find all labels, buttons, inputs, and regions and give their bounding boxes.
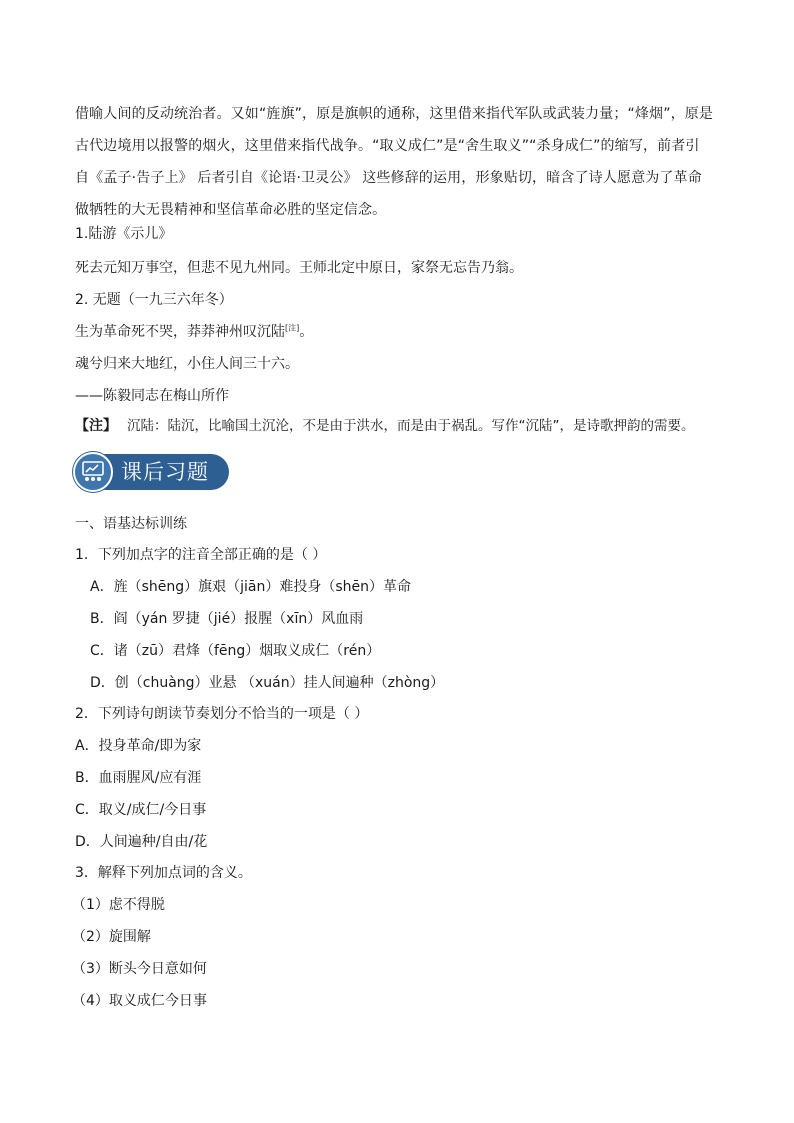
q1-option-c: C．诸（zū）君烽（fēng）烟取义成仁（rén） — [90, 643, 381, 659]
q2-option-c: C．取义/成仁/今日事 — [75, 802, 207, 818]
q2-option-d: D．人间遍种/自由/花 — [75, 834, 208, 850]
q2-option-b: B．血雨腥风/应有涯 — [75, 770, 202, 786]
q2-stem: 2．下列诗句朗读节奏划分不恰当的一项是（ ） — [75, 706, 369, 722]
intro-line-2: 古代边境用以报警的烟火，这里借来指代战争。“取义成仁”是“舍生取义”“杀身成仁”的缩写，前者引 — [75, 138, 700, 154]
q1-stem: 1．下列加点字的注音全部正确的是（ ） — [75, 547, 327, 563]
poem2-line-1-text: 生为革命死不哭，莽莽神州叹沉陆 — [75, 324, 285, 340]
poem2-note — [75, 416, 695, 436]
footnote-marker: [注] — [285, 323, 300, 333]
poem1-title: 1.陆游《示儿》 — [75, 226, 173, 242]
q3-item-1: （1）虑不得脱 — [72, 897, 165, 913]
poem2-line-1 — [75, 322, 313, 342]
poem1-text: 死去元知万事空，但悲不见九州同。王师北定中原日，家祭无忘告乃翁。 — [75, 260, 523, 276]
section-title: 课后习题 — [121, 460, 209, 484]
q1-option-b: B．阎（yán 罗捷（jié）报腥（xīn）风血雨 — [90, 611, 364, 627]
intro-line-1: 借喻人间的反动统治者。又如“旌旗”，原是旗帜的通称，这里借来指代军队或武装力量；“烽烟”，原是 — [75, 106, 714, 122]
poem2-line-1-end: 。 — [299, 324, 314, 340]
q3-stem: 3．解释下列加点词的含义。 — [75, 865, 252, 881]
poem2-line-2: 魂兮归来大地红，小住人间三十六。 — [75, 356, 299, 372]
q1-option-a: A．旌（shēng）旗艰（jiān）难投身（shēn）革命 — [90, 579, 412, 595]
intro-line-4: 做牺牲的大无畏精神和坚信革命必胜的坚定信念。 — [75, 202, 387, 218]
q3-item-2: （2）旋围解 — [72, 929, 151, 945]
note-text: 沉陆：陆沉，比喻国土沉沦，不是由于洪水，而是由于祸乱。写作“沉陆”，是诗歌押韵的需要。 — [127, 418, 695, 434]
intro-line-3: 自《孟子·告子上》 后者引自《论语·卫灵公》 这些修辞的运用，形象贴切，暗含了诗人愿意为了革命 — [75, 170, 702, 186]
q3-item-3: （3）断头今日意如何 — [72, 961, 207, 977]
q1-option-d: D．创（chuàng）业悬 （xuán）挂人间遍种（zhòng） — [90, 675, 445, 691]
q2-option-a: A．投身革命/即为家 — [75, 738, 202, 754]
q3-item-4: （4）取义成仁今日事 — [72, 993, 207, 1009]
section-subtitle: 一、语基达标训练 — [75, 516, 187, 532]
poem2-title: 2. 无题（一九三六年冬） — [75, 292, 233, 308]
chart-group-icon — [73, 452, 113, 492]
note-label: 【注】 — [75, 418, 117, 434]
section-banner — [73, 452, 231, 492]
poem2-author: ——陈毅同志在梅山所作 — [75, 388, 229, 404]
